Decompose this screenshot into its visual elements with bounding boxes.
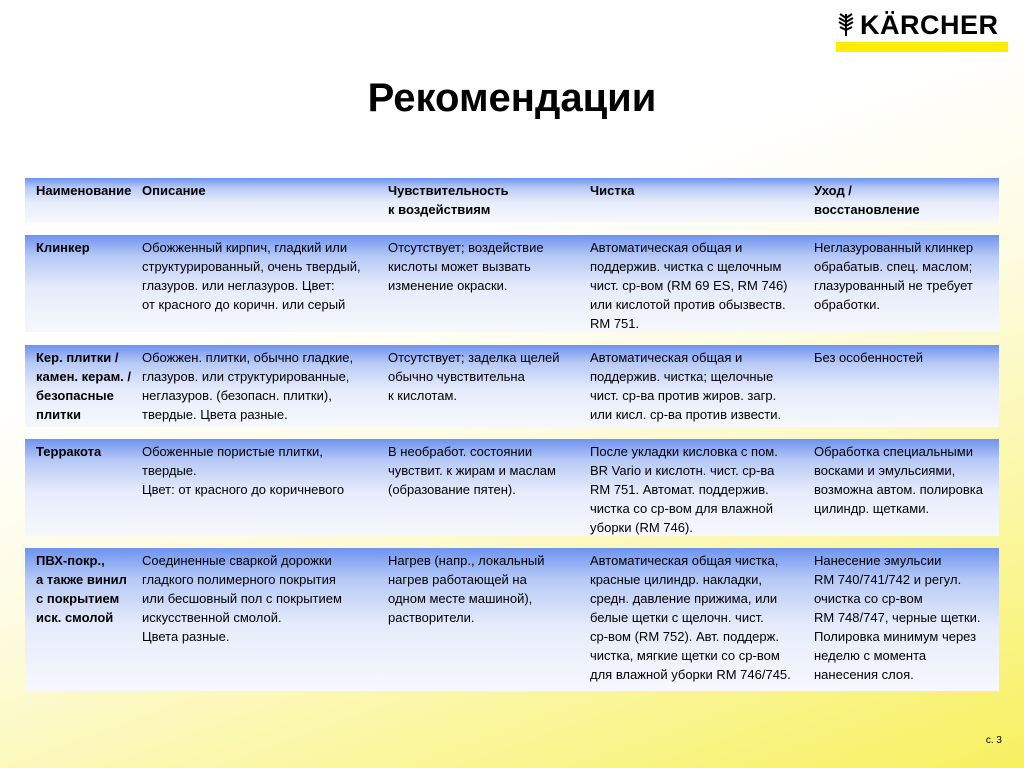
row-care: Нанесение эмульсии RM 740/741/742 и регул. очистка со ср-вом RM 748/747, черные щетки. Полировка минимум через неделю с момента нанесения слоя.: [814, 553, 981, 682]
row-sensitivity: Отсутствует; заделка щелей обычно чувствительна к кислотам.: [388, 350, 560, 403]
row-description: Обожженный кирпич, гладкий или структурированный, очень твердый, глазуров. или неглазуров. Цвет: от красного до коричн. или серый: [142, 240, 361, 312]
row-name: ПВХ-покр., а также винил с покрытием иск. смолой: [36, 553, 127, 625]
table-row: [25, 439, 999, 536]
row-cleaning: После укладки кисловка с пом. BR Vario и кислотн. чист. ср-ва RM 751. Автомат. поддержив. чистка со ср-вом для влажной уборки (RM 746).: [590, 444, 778, 535]
row-cleaning: Автоматическая общая и поддержив. чистка с щелочным чист. ср-вом (RM 69 ES, RM 746) или кислотой против обызвеств. RM 751.: [590, 240, 788, 331]
header-name: Наименование: [36, 183, 132, 198]
row-care: Неглазурованный клинкер обрабатыв. спец. маслом; глазурованный не требует обработки.: [814, 240, 974, 312]
brand-name: KÄRCHER: [860, 10, 999, 40]
table-header: [25, 178, 999, 222]
row-sensitivity: Нагрев (напр., локальный нагрев работающей на одном месте машиной), растворители.: [388, 553, 545, 625]
row-description: Соединенные сваркой дорожки гладкого полимерного покрытия или бесшовный пол с покрытием искусственной смолой. Цвета разные.: [142, 553, 342, 644]
row-sensitivity: Отсутствует; воздействие кислоты может вызвать изменение окраски.: [388, 240, 544, 293]
header-care: Уход / восстановление: [814, 183, 920, 217]
header-sensitivity: Чувствительность к воздействиям: [388, 183, 509, 217]
row-care: Обработка специальными восками и эмульсиями, возможна автом. полировка цилиндр. щетками.: [814, 444, 983, 516]
row-cleaning: Автоматическая общая чистка, красные цилиндр. накладки, средн. давление прижима, или белые щетки с щелочн. чист. ср-вом (RM 752). Авт. поддерж. чистка, мягкие щетки со ср-вом для влажной уборки RM 746/745.: [590, 553, 791, 682]
page-number: с. 3: [985, 735, 1002, 746]
table-row: [25, 235, 999, 332]
row-name: Кер. плитки / камен. керам. / безопасные плитки: [36, 350, 132, 422]
page-title: Рекомендации: [367, 76, 657, 120]
row-name: Терракота: [36, 444, 102, 459]
row-sensitivity: В необработ. состоянии чувствит. к жирам и маслам (образование пятен).: [388, 444, 556, 497]
header-description: Описание: [142, 183, 206, 198]
row-description: Обоженные пористые плитки, твердые. Цвет: от красного до коричневого: [142, 444, 345, 497]
row-name: Клинкер: [36, 240, 90, 255]
header-cleaning: Чистка: [590, 183, 635, 198]
row-description: Обожжен. плитки, обычно гладкие, глазуров. или структурированные, неглазуров. (безопасн. плитки), твердые. Цвета разные.: [142, 350, 354, 422]
row-care: Без особенностей: [814, 350, 924, 365]
karcher-logo: [836, 10, 1008, 50]
table-row: [25, 345, 999, 427]
brand-yellow-bar: [836, 42, 1008, 52]
karcher-emblem-icon: [836, 12, 856, 38]
table-row: [25, 548, 999, 691]
row-cleaning: Автоматическая общая и поддержив. чистка; щелочные чист. ср-ва против жиров. загр. или кисл. ср-ва против извести.: [590, 350, 782, 422]
